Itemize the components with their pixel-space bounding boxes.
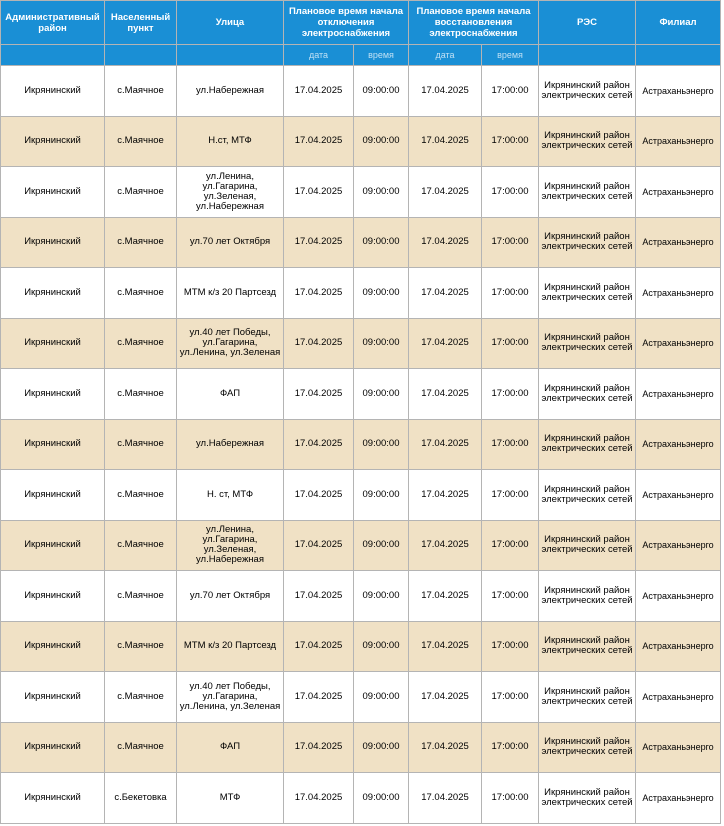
- cell-on-time: 17:00:00: [482, 268, 539, 319]
- cell-off-date: 17.04.2025: [284, 369, 354, 420]
- cell-district: Икрянинский: [1, 369, 105, 420]
- cell-settlement: с.Маячное: [105, 217, 177, 268]
- table-row: [1, 318, 721, 369]
- cell-on-date: 17.04.2025: [409, 268, 482, 319]
- cell-branch: Астраханьэнерго: [636, 268, 721, 319]
- cell-on-date: 17.04.2025: [409, 571, 482, 622]
- subheader-empty: [539, 45, 636, 66]
- cell-on-time: 17:00:00: [482, 621, 539, 672]
- subheader-empty: [177, 45, 284, 66]
- cell-street: ул.40 лет Победы, ул.Гагарина, ул.Ленина, ул.Зеленая: [177, 672, 284, 723]
- cell-on-time: 17:00:00: [482, 116, 539, 167]
- cell-off-date: 17.04.2025: [284, 268, 354, 319]
- cell-on-date: 17.04.2025: [409, 217, 482, 268]
- cell-on-date: 17.04.2025: [409, 66, 482, 117]
- cell-off-date: 17.04.2025: [284, 621, 354, 672]
- cell-street: ул.70 лет Октября: [177, 571, 284, 622]
- cell-res: Икрянинский район электрических сетей: [539, 419, 636, 470]
- cell-on-date: 17.04.2025: [409, 672, 482, 723]
- cell-res: Икрянинский район электрических сетей: [539, 318, 636, 369]
- subheader-off-date: дата: [284, 45, 354, 66]
- table-row: [1, 621, 721, 672]
- cell-branch: Астраханьэнерго: [636, 66, 721, 117]
- cell-res: Икрянинский район электрических сетей: [539, 167, 636, 218]
- cell-branch: Астраханьэнерго: [636, 167, 721, 218]
- cell-off-date: 17.04.2025: [284, 167, 354, 218]
- cell-on-time: 17:00:00: [482, 66, 539, 117]
- cell-res: Икрянинский район электрических сетей: [539, 268, 636, 319]
- cell-off-date: 17.04.2025: [284, 722, 354, 773]
- cell-res: Икрянинский район электрических сетей: [539, 66, 636, 117]
- cell-street: ул.Набережная: [177, 419, 284, 470]
- cell-on-time: 17:00:00: [482, 318, 539, 369]
- subheader-on-time: время: [482, 45, 539, 66]
- cell-settlement: с.Маячное: [105, 419, 177, 470]
- header-row: [1, 1, 721, 45]
- cell-branch: Астраханьэнерго: [636, 672, 721, 723]
- cell-district: Икрянинский: [1, 66, 105, 117]
- table-row: [1, 268, 721, 319]
- cell-settlement: с.Маячное: [105, 167, 177, 218]
- cell-on-date: 17.04.2025: [409, 318, 482, 369]
- cell-district: Икрянинский: [1, 318, 105, 369]
- cell-street: ул.70 лет Октября: [177, 217, 284, 268]
- cell-res: Икрянинский район электрических сетей: [539, 470, 636, 521]
- cell-res: Икрянинский район электрических сетей: [539, 571, 636, 622]
- cell-branch: Астраханьэнерго: [636, 722, 721, 773]
- cell-on-time: 17:00:00: [482, 571, 539, 622]
- cell-off-time: 09:00:00: [354, 571, 409, 622]
- header-settlement: Населенный пункт: [105, 1, 177, 45]
- cell-res: Икрянинский район электрических сетей: [539, 773, 636, 824]
- cell-district: Икрянинский: [1, 217, 105, 268]
- table-body: [1, 66, 721, 824]
- subheader-row: [1, 45, 721, 66]
- cell-on-date: 17.04.2025: [409, 470, 482, 521]
- cell-on-date: 17.04.2025: [409, 520, 482, 571]
- table-row: [1, 773, 721, 824]
- header-district: Административный район: [1, 1, 105, 45]
- cell-district: Икрянинский: [1, 167, 105, 218]
- table-row: [1, 116, 721, 167]
- cell-branch: Астраханьэнерго: [636, 571, 721, 622]
- cell-settlement: с.Маячное: [105, 571, 177, 622]
- cell-street: ул.Набережная: [177, 66, 284, 117]
- table-row: [1, 520, 721, 571]
- cell-res: Икрянинский район электрических сетей: [539, 722, 636, 773]
- cell-district: Икрянинский: [1, 571, 105, 622]
- cell-off-date: 17.04.2025: [284, 116, 354, 167]
- cell-off-time: 09:00:00: [354, 672, 409, 723]
- table-row: [1, 571, 721, 622]
- cell-on-date: 17.04.2025: [409, 773, 482, 824]
- cell-off-time: 09:00:00: [354, 66, 409, 117]
- cell-off-time: 09:00:00: [354, 621, 409, 672]
- cell-on-date: 17.04.2025: [409, 167, 482, 218]
- cell-district: Икрянинский: [1, 672, 105, 723]
- header-on-time: Плановое время начала восстановления электроснабжения: [409, 1, 539, 45]
- subheader-off-time: время: [354, 45, 409, 66]
- cell-off-date: 17.04.2025: [284, 217, 354, 268]
- cell-off-date: 17.04.2025: [284, 571, 354, 622]
- cell-settlement: с.Бекетовка: [105, 773, 177, 824]
- cell-on-time: 17:00:00: [482, 217, 539, 268]
- cell-street: ул.40 лет Победы, ул.Гагарина, ул.Ленина, ул.Зеленая: [177, 318, 284, 369]
- cell-on-time: 17:00:00: [482, 369, 539, 420]
- cell-res: Икрянинский район электрических сетей: [539, 621, 636, 672]
- cell-district: Икрянинский: [1, 470, 105, 521]
- cell-off-date: 17.04.2025: [284, 470, 354, 521]
- cell-branch: Астраханьэнерго: [636, 419, 721, 470]
- cell-off-time: 09:00:00: [354, 167, 409, 218]
- cell-off-date: 17.04.2025: [284, 318, 354, 369]
- cell-settlement: с.Маячное: [105, 116, 177, 167]
- cell-branch: Астраханьэнерго: [636, 217, 721, 268]
- cell-off-time: 09:00:00: [354, 217, 409, 268]
- cell-settlement: с.Маячное: [105, 672, 177, 723]
- table-row: [1, 722, 721, 773]
- cell-branch: Астраханьэнерго: [636, 318, 721, 369]
- cell-street: Н.ст, МТФ: [177, 116, 284, 167]
- cell-off-date: 17.04.2025: [284, 672, 354, 723]
- table-row: [1, 217, 721, 268]
- cell-settlement: с.Маячное: [105, 722, 177, 773]
- cell-on-time: 17:00:00: [482, 419, 539, 470]
- cell-district: Икрянинский: [1, 520, 105, 571]
- cell-res: Икрянинский район электрических сетей: [539, 116, 636, 167]
- cell-district: Икрянинский: [1, 621, 105, 672]
- cell-district: Икрянинский: [1, 419, 105, 470]
- cell-off-time: 09:00:00: [354, 470, 409, 521]
- cell-on-date: 17.04.2025: [409, 369, 482, 420]
- cell-settlement: с.Маячное: [105, 318, 177, 369]
- table-row: [1, 419, 721, 470]
- cell-on-time: 17:00:00: [482, 167, 539, 218]
- table-header: [1, 1, 721, 66]
- cell-street: МТФ: [177, 773, 284, 824]
- cell-district: Икрянинский: [1, 722, 105, 773]
- table-row: [1, 470, 721, 521]
- cell-on-time: 17:00:00: [482, 520, 539, 571]
- table-row: [1, 672, 721, 723]
- cell-off-time: 09:00:00: [354, 419, 409, 470]
- cell-off-date: 17.04.2025: [284, 773, 354, 824]
- cell-res: Икрянинский район электрических сетей: [539, 672, 636, 723]
- cell-off-time: 09:00:00: [354, 116, 409, 167]
- cell-street: Н. ст, МТФ: [177, 470, 284, 521]
- cell-res: Икрянинский район электрических сетей: [539, 369, 636, 420]
- cell-street: ФАП: [177, 369, 284, 420]
- cell-on-date: 17.04.2025: [409, 419, 482, 470]
- cell-on-time: 17:00:00: [482, 672, 539, 723]
- cell-street: МТМ к/з 20 Партсезд: [177, 268, 284, 319]
- cell-res: Икрянинский район электрических сетей: [539, 520, 636, 571]
- cell-off-time: 09:00:00: [354, 318, 409, 369]
- cell-off-date: 17.04.2025: [284, 419, 354, 470]
- cell-settlement: с.Маячное: [105, 470, 177, 521]
- cell-on-time: 17:00:00: [482, 722, 539, 773]
- cell-on-time: 17:00:00: [482, 470, 539, 521]
- cell-branch: Астраханьэнерго: [636, 470, 721, 521]
- cell-street: ул.Ленина, ул.Гагарина, ул.Зеленая, ул.Набережная: [177, 520, 284, 571]
- header-off-time: Плановое время начала отключения электроснабжения: [284, 1, 409, 45]
- subheader-on-date: дата: [409, 45, 482, 66]
- header-res: РЭС: [539, 1, 636, 45]
- cell-street: ул.Ленина, ул.Гагарина, ул.Зеленая, ул.Набережная: [177, 167, 284, 218]
- cell-on-time: 17:00:00: [482, 773, 539, 824]
- subheader-empty: [1, 45, 105, 66]
- cell-settlement: с.Маячное: [105, 369, 177, 420]
- cell-branch: Астраханьэнерго: [636, 116, 721, 167]
- cell-on-date: 17.04.2025: [409, 116, 482, 167]
- cell-off-time: 09:00:00: [354, 773, 409, 824]
- cell-district: Икрянинский: [1, 268, 105, 319]
- cell-off-time: 09:00:00: [354, 520, 409, 571]
- cell-off-time: 09:00:00: [354, 268, 409, 319]
- cell-branch: Астраханьэнерго: [636, 520, 721, 571]
- cell-off-time: 09:00:00: [354, 369, 409, 420]
- subheader-empty: [636, 45, 721, 66]
- cell-settlement: с.Маячное: [105, 621, 177, 672]
- cell-branch: Астраханьэнерго: [636, 621, 721, 672]
- cell-street: ФАП: [177, 722, 284, 773]
- cell-settlement: с.Маячное: [105, 66, 177, 117]
- subheader-empty: [105, 45, 177, 66]
- cell-settlement: с.Маячное: [105, 268, 177, 319]
- header-branch: Филиал: [636, 1, 721, 45]
- cell-district: Икрянинский: [1, 116, 105, 167]
- cell-branch: Астраханьэнерго: [636, 369, 721, 420]
- table-row: [1, 369, 721, 420]
- cell-on-date: 17.04.2025: [409, 722, 482, 773]
- cell-district: Икрянинский: [1, 773, 105, 824]
- cell-street: МТМ к/з 20 Партсезд: [177, 621, 284, 672]
- cell-on-date: 17.04.2025: [409, 621, 482, 672]
- cell-res: Икрянинский район электрических сетей: [539, 217, 636, 268]
- table-row: [1, 66, 721, 117]
- table-row: [1, 167, 721, 218]
- cell-off-date: 17.04.2025: [284, 520, 354, 571]
- cell-settlement: с.Маячное: [105, 520, 177, 571]
- header-street: Улица: [177, 1, 284, 45]
- cell-branch: Астраханьэнерго: [636, 773, 721, 824]
- cell-off-date: 17.04.2025: [284, 66, 354, 117]
- cell-off-time: 09:00:00: [354, 722, 409, 773]
